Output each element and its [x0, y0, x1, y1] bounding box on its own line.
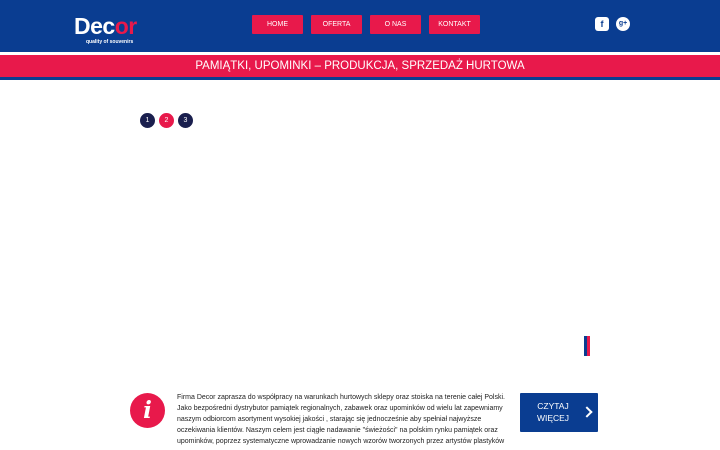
logo-wordmark	[74, 14, 137, 38]
info-icon: i	[130, 393, 165, 428]
google-plus-icon[interactable]: g+	[616, 17, 630, 31]
read-more-line-2: WIĘCEJ	[536, 413, 570, 423]
slider-page-3-button[interactable]: 3	[178, 113, 193, 128]
logo[interactable]	[74, 14, 144, 48]
nav-o-nas-button[interactable]: O NAS	[370, 15, 421, 34]
logo-accent-text: or	[114, 13, 137, 39]
about-text: Firma Decor zaprasza do współpracy na warunkach hurtowych sklepy oraz stoiska na terenie całej Polski. Jako bezpośredni dystrybutor pamiątek regionalnych, zabawek oraz upominków od wielu lat zapewniamy naszym odbiorcom asortyment wysokiej jakości , starając się jednocześnie aby spełniał najwyższe oczekiwania klientów. Naszym celem jest ciągłe nadawanie "świeżości" na polskim rynku pamiątek oraz upominków, poprzez systematyczne wprowadzanie nowych wzorów tworzonych przez artystów plastyków	[177, 394, 505, 445]
slider-page-1-button[interactable]: 1	[140, 113, 155, 128]
facebook-icon[interactable]: f	[595, 17, 609, 31]
nav-kontakt-button[interactable]: KONTAKT	[429, 15, 480, 34]
banner-title: PAMIĄTKI, UPOMINKI – PRODUKCJA, SPRZEDAŻ HURTOWA	[195, 60, 525, 72]
logo-tagline: quality of souvenirs	[86, 39, 134, 45]
side-marker-red	[587, 336, 590, 356]
slider-page-2-button[interactable]: 2	[159, 113, 174, 128]
read-more-line-1: CZYTAJ	[537, 401, 569, 411]
tagline-banner	[0, 55, 720, 80]
read-more-label	[520, 400, 586, 424]
read-more-button[interactable]	[520, 393, 598, 432]
nav-home-button[interactable]: HOME	[252, 15, 303, 34]
nav-oferta-button[interactable]: OFERTA	[311, 15, 362, 34]
site-header	[0, 0, 720, 52]
logo-main-text: Dec	[74, 13, 115, 39]
side-tab-marker[interactable]	[584, 336, 590, 356]
